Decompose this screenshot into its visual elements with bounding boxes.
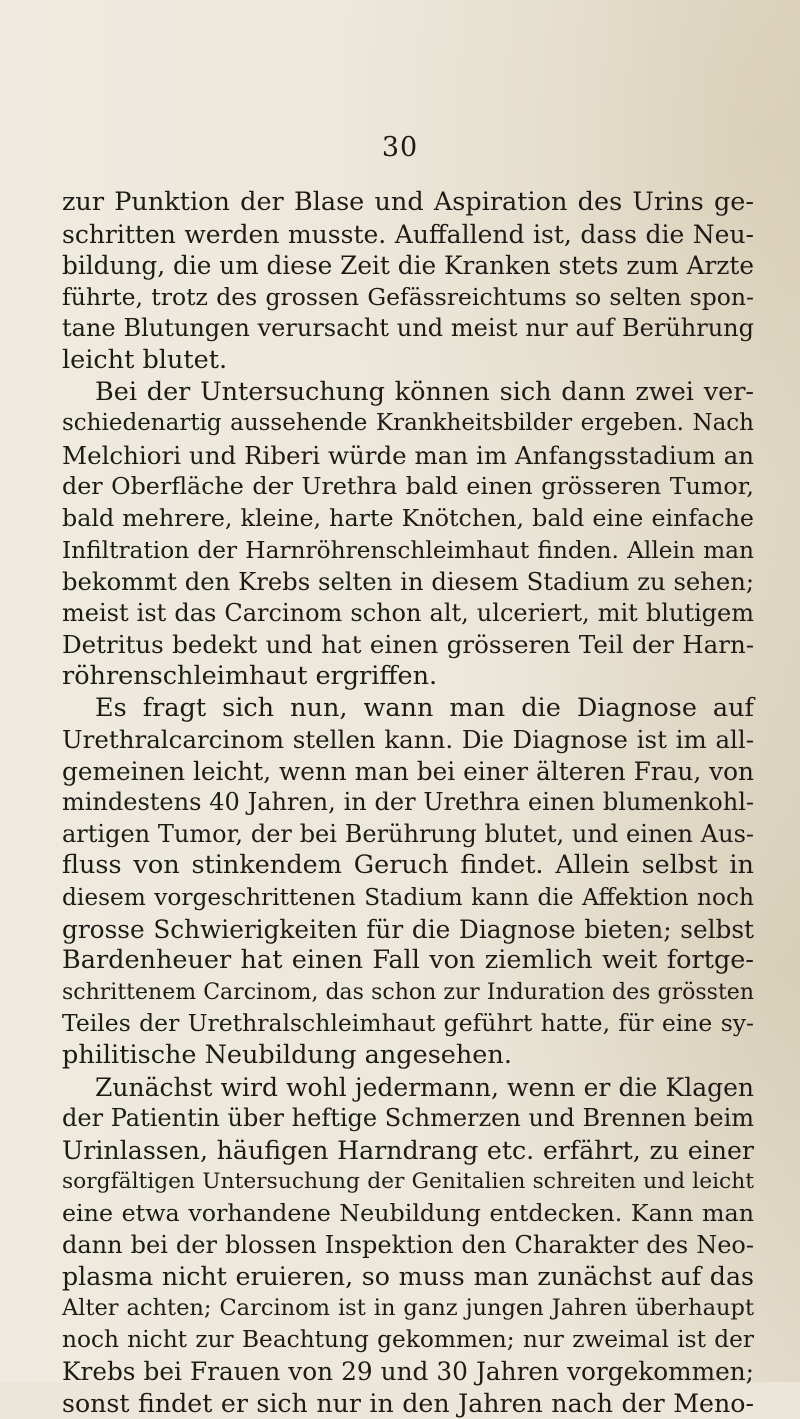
text-line: der Patientin über heftige Schmerzen und Brennen beim xyxy=(62,1104,754,1133)
text-line: der Oberfläche der Urethra bald einen grösseren Tumor, xyxy=(62,472,754,501)
text-line: meist ist das Carcinom schon alt, ulceriert, mit blutigem xyxy=(62,598,754,627)
text-line: leicht blutet. xyxy=(62,344,228,375)
text-line: mindestens 40 Jahren, in der Urethra einen blumenkohl- xyxy=(62,788,754,817)
text-line: eine etwa vorhandene Neubildung entdecken. Kann man xyxy=(62,1199,754,1227)
text-line: bekommt den Krebs selten in diesem Stadium zu sehen; xyxy=(62,567,754,597)
text-line: Es fragt sich nun, wann man die Diagnose auf xyxy=(95,692,754,723)
text-line: zur Punktion der Blase und Aspiration des Urins ge- xyxy=(62,187,754,217)
text-line: Zunächst wird wohl jedermann, wenn er die Klagen xyxy=(95,1072,754,1102)
text-line: Melchiori und Riberi würde man im Anfangsstadium an xyxy=(62,440,754,470)
text-line: sonst findet er sich nur in den Jahren nach der Meno- xyxy=(62,1388,754,1418)
text-line: Infiltration der Harnröhrenschleimhaut finden. Allein man xyxy=(62,536,754,564)
text-line: Bardenheuer hat einen Fall von ziemlich weit fortge- xyxy=(62,945,754,976)
text-line: artigen Tumor, der bei Berührung blutet, und einen Aus- xyxy=(62,819,754,848)
text-line: schiedenartig aussehende Krankheitsbilder ergeben. Nach xyxy=(62,410,754,437)
text-line: Detritus bedekt und hat einen grösseren Teil der Harn- xyxy=(62,630,754,660)
text-line: Urinlassen, häufigen Harndrang etc. erfährt, zu einer xyxy=(62,1135,754,1165)
text-line: philitische Neubildung angesehen. xyxy=(62,1040,512,1071)
text-line: plasma nicht eruieren, so muss man zunächst auf das xyxy=(62,1262,754,1292)
page-number: 30 xyxy=(381,132,419,163)
text-line: Teiles der Urethralschleimhaut geführt hatte, für eine sy- xyxy=(62,1009,754,1038)
text-line: Bei der Untersuchung können sich dann zwei ver- xyxy=(95,376,754,407)
text-line: bildung, die um diese Zeit die Kranken stets zum Arzte xyxy=(62,251,754,281)
text-line: gemeinen leicht, wenn man bei einer älteren Frau, von xyxy=(62,756,754,786)
text-line: führte, trotz des grossen Gefässreichtums so selten spon- xyxy=(62,282,754,311)
text-line: noch nicht zur Beachtung gekommen; nur zweimal ist der xyxy=(62,1326,754,1354)
text-line: fluss von stinkendem Geruch findet. Allein selbst in xyxy=(62,850,754,881)
text-line: schrittenem Carcinom, das schon zur Induration des grössten xyxy=(62,979,754,1005)
body-text xyxy=(62,187,754,1419)
text-line: sorgfältigen Untersuchung der Genitalien schreiten und leicht xyxy=(62,1169,754,1195)
text-line: Krebs bei Frauen von 29 und 30 Jahren vorgekommen; xyxy=(62,1356,754,1386)
text-line: diesem vorgeschrittenen Stadium kann die Affektion noch xyxy=(62,884,754,912)
text-line: grosse Schwierigkeiten für die Diagnose bieten; selbst xyxy=(62,914,754,944)
text-line: röhrenschleimhaut ergriffen. xyxy=(62,660,438,691)
text-line: schritten werden musste. Auffallend ist, dass die Neu- xyxy=(62,219,754,249)
text-line: dann bei der blossen Inspektion den Charakter des Neo- xyxy=(62,1230,754,1259)
text-line: tane Blutungen verursacht und meist nur auf Berührung xyxy=(62,314,754,343)
text-line: Alter achten; Carcinom ist in ganz jungen Jahren überhaupt xyxy=(62,1294,754,1321)
text-line: bald mehrere, kleine, harte Knötchen, bald eine einfache xyxy=(62,503,754,532)
text-line: Urethralcarcinom stellen kann. Die Diagnose ist im all- xyxy=(62,725,754,755)
